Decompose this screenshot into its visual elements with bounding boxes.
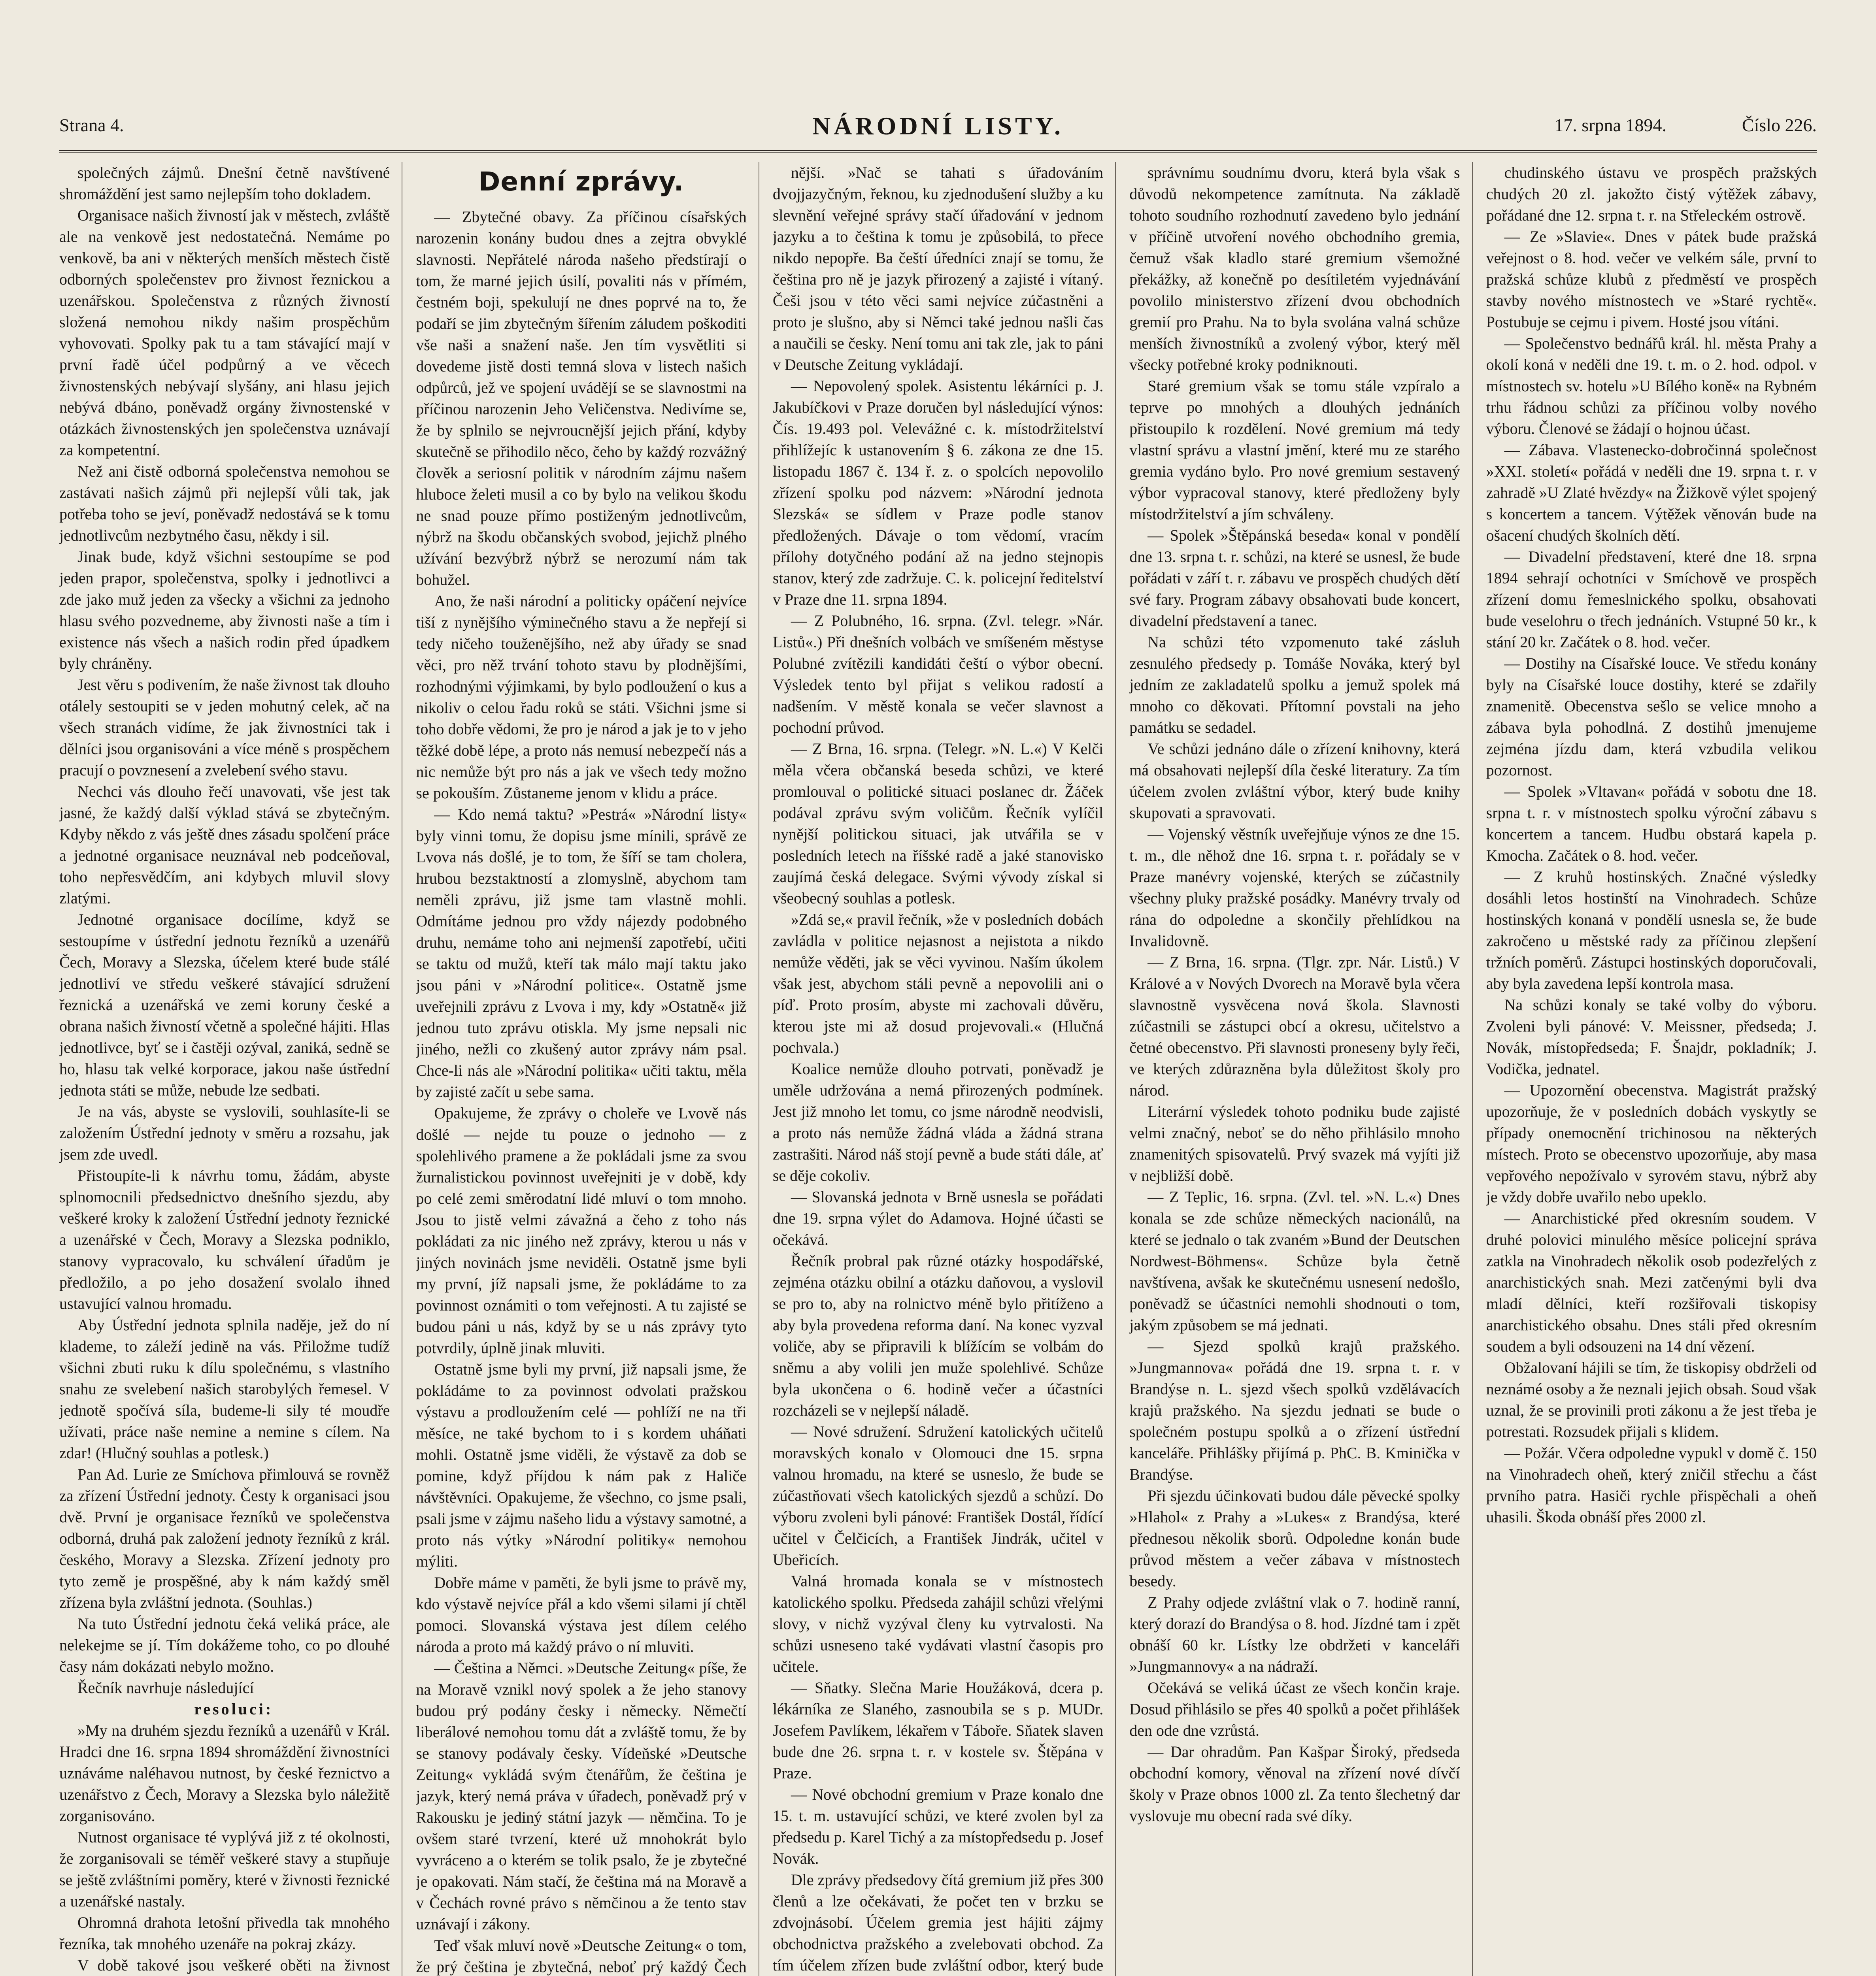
paragraph: Organisace našich živností jak v městech, zvláště ale na venkově jest nedostatečná. Nemáme po venkově, ba ani v některých menších městech čistě odborných společenstev pro živnost řeznickou a uzenářskou. Společenstva z různých živností složená nemohou nikdy našim prospěchům vyhovovati. Spolky pak tu a tam stávající mají v první řadě účel podpůrný a ve věcech živnostenských nebývají slyšány, ani hlasu jejich nebývá dbáno, poněvadž orgány živnostenské v otázkách živnostenských jen společenstva uznávají za kompetentní. [59,206,390,459]
subheading: resoluci: [194,1700,274,1718]
paragraph: správnímu soudnímu dvoru, která byla však s důvodů nekompetence zamítnuta. Na základě tohoto soudního rozhodnutí zavedeno bylo jednání v příčině utvoření nového obchodního gremia, čemuž však kladlo staré gremium všemožné překážky, až konečně po desítiletém vyjednávání povolilo ministerstvo zřízení dvou obchodních gremií pro Prahu. Na to byla svolána valná schůze menších živnostníků a zvolený výbor, který měl všecky potřebné kroky podniknouti. [1129,164,1460,373]
issue-date: 17. srpna 1894. [1554,115,1667,135]
paragraph: Z Prahy odjede zvláštní vlak o 7. hodině ranní, který dorazí do Brandýsa o 8. hod. Jízdné tam i zpět obnáší 60 kr. Lístky lze obdržeti v kanceláři »Jungmannovy« a na nádraží. [1129,1593,1460,1675]
paragraph: — Společenstvo bednářů král. hl. města Prahy a okolí koná v neděli dne 19. t. m. o 2. hod. odpol. v místnostech sv. hotelu »U Bílého koně« na Rybném trhu řádnou schůzi za příčinou volby nového výboru. Členové se žádají o hojnou účast. [1486,334,1817,437]
paragraph: Řečník navrhuje následující [77,1679,254,1697]
paragraph: Ohromná drahota letošní přivedla tak mnohého řezníka, tak mnohého uzenáře na pokraj zkázy. [59,1914,390,1953]
paragraph: nější. »Nač se tahati s úřadováním dvojjazyčným, řeknou, ku zjednodušení služby a ku slevnění veřejné správy stačí úřadování v jednom jazyku a to čeština k tomu je způsobilá, to přece nikdo nepopře. Ba čeští úředníci znají se tomu, že čeština pro ně je jazyk přirozený a zajisté i vítaný. Češi jsou v této věci sami nejvíce zúčastněni a proto je slušno, aby si Němci také jednou našli čas a naučili se česky. Není tomu ani tak zle, jak to páni v Deutsche Zeitung vykládají. [772,164,1104,373]
page-number: Strana 4. [59,115,124,135]
paragraph: — Kdo nemá taktu? »Pestrá« »Národní listy« byly vinni tomu, že dopisu jsme mínili, správě ze Lvova nás došlé, je to tom, že šíří se tam cholera, hrubou bezstaktností a zlomyslně, abychom tam neměli zprávu, již jsme tam vlastně mohli. Odmítáme jednou pro vždy nájezdy podobného druhu, nemáme toho ani nejmenší zapotřebí, učiti se taktu od mužů, kteří tak málo mají taktu jako jsou páni v »Národní politice«. Ostatně jsme uveřejnili zprávu z Lvova i my, kdy »Ostatně« již jednou tuto zprávu otiskla. My jsme nepsali nic jiného, nežli co zkušený autor zprávy nám psal. Chce-li nás ale »Národní politika« učiti taktu, měla by zajisté začít u sebe sama. [416,805,747,1101]
paragraph: Valná hromada konala se v místnostech katolického spolku. Předseda zahájil schůzi vřelými slovy, v nichž vyzýval členy ku vytrvalosti. Na schůzi usneseno také vydávati vlastní časopis pro učitele. [772,1572,1104,1675]
issue-number: Číslo 226. [1742,115,1817,135]
paragraph: — Požár. Včera odpoledne vypukl v domě č. 150 na Vinohradech oheň, který zničil střechu a část prvního patra. Hasiči rychle přispěchali a oheň uhasili. Škoda obnáší přes 2000 zl. [1486,1444,1817,1526]
newspaper-title: NÁRODNÍ LISTY. [812,112,1064,140]
paragraph: Literární výsledek tohoto podniku bude zajisté velmi značný, neboť se do něho přihlásilo mnoho znamenitých spisovatelů. Prvý svazek má vyjíti již v nejbližší době. [1129,1103,1460,1184]
article-columns [59,162,1817,1976]
paragraph: společných zájmů. Dnešní četně navštívené shromáždění jest samo nejlepším toho dokladem. [59,164,390,203]
paragraph: Nechci vás dlouho řečí unavovati, vše jest tak jasné, že každý další výklad stává se zbytečným. Kdyby někdo z vás ještě dnes zásadu spolčení práce a jednotné organisace neuznával neb podceňoval, toho nepřesvědčím, ani kdybych mluvil slovy zlatými. [59,782,390,907]
paragraph: — Sňatky. Slečna Marie Houžáková, dcera p. lékárníka ze Slaného, zasnoubila se s p. MUDr. Josefem Pavlíkem, lékařem v Táboře. Sňatek slaven bude dne 26. srpna t. r. v kostele sv. Štěpána v Praze. [772,1679,1104,1782]
paragraph: — Z Teplic, 16. srpna. (Zvl. tel. »N. L.«) Dnes konala se zde schůze německých nacionálů, na které se jednalo o tak zvaném »Bund der Deutschen Nordwest-Böhmens«. Schůze byla četně navštívena, avšak ke skutečnému usnesení nedošlo, poněvadž se účastníci nemohli shodnouti o tom, jakým způsobem se má jednati. [1129,1188,1460,1334]
paragraph: — Zbytečné obavy. Za příčinou císařských narozenin konány budou dnes a zejtra obvyklé slavnosti. Nepřátelé národa našeho předstírají o tom, že marné jejich úsilí, povaliti nás v přímém, čestném boji, spekulují ne dnes poprvé na to, že podaří se jim zbytečným šířením záludem poškoditi vše naši a snažení naše. Jen tím vysvětliti si dovedeme jistě dosti temná slova v listech našich odpůrců, jež ve spojení uvádějí se se slavnostmi na příčinou narozenin Jeho Veličenstva. Nedivíme se, že by splnilo se nejvroucnější jejich přání, kdyby skutečně se přihodilo něco, čeho by každý rozvážný člověk a seriosní politik v národním zájmu našem hluboce želeti musil a co by bylo na velikou škodu ne snad pouze přímo postiženým jednotlivcům, nýbrž na škodu občanských svobod, jejichž plného užívání bezvýbrž nýbrž se nerozumí nám tak bohužel. [416,208,747,588]
paragraph: Očekává se veliká účast ze všech končin kraje. Dosud přihlásilo se přes 40 spolků a počet přihlášek den ode dne vzrůstá. [1129,1679,1460,1739]
paragraph: — Z Brna, 16. srpna. (Tlgr. zpr. Nár. Listů.) V Králové a v Nových Dvorech na Moravě byla včera slavnostně vysvěcena nová škola. Slavnosti zúčastnili se zástupci obcí a okresu, učitelstvo a četné obecenstvo. Při slavnosti proneseny byly řeči, ve kterých zdůrazněna byla důležitost školy pro národ. [1129,953,1460,1099]
paragraph: Je na vás, abyste se vyslovili, souhlasíte-li se založením Ústřední jednoty v směru a rozsahu, jak jsem zde uvedl. [59,1103,390,1163]
paragraph: Opakujeme, že zprávy o choleře ve Lvově nás došlé — nejde tu pouze o jednoho — z spolehlivého pramene a že pokládali jsme za svou žurnalistickou povinnost uveřejniti je v době, kdy po celé zemi směrodatní lidé mluví o tom mnoho. Jsou to jistě velmi závažná a čeho z toho nás pokládati za nic jiného než zprávy, kterou u nás v jiných novinách jsme neviděli. Ostatně jsme byli my první, jíž napsali jsme, že pokládáme to za povinnost oznámiti o tom veřejnosti. A tu zajisté se budou páni u nás, když by se u nás zprávy tyto potvrdily, úplně jinak mluviti. [416,1104,747,1357]
paragraph: — Dostihy na Císařské louce. Ve středu konány byly na Císařské louce dostihy, které se zdařily znamenitě. Obecenstva sešlo se velice mnoho a zábava byla pohodlná. Z dostihů jmenujeme zejména jízdu dam, která vzbudila velikou pozornost. [1486,654,1817,779]
paragraph: — Z Polubného, 16. srpna. (Zvl. telegr. »Nár. Listů«.) Při dnešních volbách ve smíšeném městyse Polubné zvítězili kandidáti čeští o výbor obecní. Výsledek tento byl přijat s velikou radostí a nadšením. V městě konala se večer slavnost a pochodní průvod. [772,612,1104,736]
paragraph: Ostatně jsme byli my první, již napsali jsme, že pokládáme to za povinnost odvolati pražskou výstavu a prodloužením celé — pohlíží ne na tři měsíce, ne také bychom to i s kordem uháňati mohli. Ostatně jsme viděli, že výstavě za dob se pomine, když příjdou k nám pak z Haliče návštěvníci. Opakujeme, že všechno, co jsme psali, psali jsme v zájmu našeho lidu a výstavy samotné, a proto nás výtky »Národní politiky« nemohou mýliti. [416,1360,747,1570]
paragraph: — Divadelní představení, které dne 18. srpna 1894 sehrají ochotníci v Smíchově ve prospěch zřízení domu řemeslnického spolku, obsahovati bude veselohru o třech jednáních. Vstupné 50 kr., k stání 20 kr. Začátek o 8. hod. večer. [1486,548,1817,651]
paragraph: — Dar ohradům. Pan Kašpar Široký, předseda obchodní komory, věnoval na zřízení nové dívčí školy v Praze obnos 1000 zl. Za tento šlechetný dar vyslovuje mu obecní rada své díky. [1129,1743,1460,1825]
paragraph: Na tuto Ústřední jednotu čeká veliká práce, ale nelekejme se jí. Tím dokážeme toho, co po dlouhé časy nám dokázati nebylo možno. [59,1615,390,1675]
paragraph: — Zábava. Vlastenecko-dobročinná společnost »XXI. století« pořádá v neděli dne 19. srpna t. r. v zahradě »U Zlaté hvězdy« na Žižkově výlet spojený s koncertem a tancem. Výtěžek věnován bude na ošacení chudých školních dětí. [1486,441,1817,544]
paragraph: Jednotné organisace docílíme, když se sestoupíme v ústřední jednotu řezníků a uzenářů Čech, Moravy a Slezska, účelem které bude stálé jednotliví ve středu veškeré stávající sdružení řeznická a uzenářská ve zemi koruny české a obrana našich živností včetně a společné hájiti. Hlas jednotlivce, byť se i častěji ozýval, zaniká, sedně se ho, hlasu tak velké korporace, jakou naše ústřední jednota státi se může, nebude lze sedbati. [59,911,390,1099]
paragraph: — Ze »Slavie«. Dnes v pátek bude pražská veřejnost o 8. hod. večer ve velkém sále, první to pražská schůze klubů z předměstí ve prospěch stavby nového místnostech ve »Staré rychtě«. Postubuje se cejmu i pivem. Hosté jsou vítáni. [1486,228,1817,331]
paragraph: Řečník probral pak různé otázky hospodářské, zejména otázku obilní a otázku daňovou, a vyslovil se pro to, aby na rolnictvo méně bylo přitíženo a aby byla provedena reforma daní. Na konec vyzval voliče, aby se připravili k blížícím se volbám do sněmu a aby volili jen muže spolehlivé. Schůze byla ukončena o 6. hodině večer a účastníci rozcházeli se v nejlepší náladě. [772,1252,1104,1419]
masthead [59,112,1817,153]
paragraph: — Spolek »Štěpánská beseda« konal v pondělí dne 13. srpna t. r. schůzi, na které se usnesl, že bude pořádati v září t. r. zábavu ve prospěch chudých dětí své fary. Program zábavy obsahovati bude koncert, divadelní představení a tanec. [1129,526,1460,630]
paragraph: Aby Ústřední jednota splnila naděje, jež do ní klademe, to záleží jedině na vás. Přiložme tudíž všichni zbuti ruku k dílu společnému, s vlastního snahu ze svelebení našich starobylých řemesel. V jednotě spočívá síla, budeme-li sily té moudře užívati, práce naše nemine a nemine s cílem. Na zdar! (Hlučný souhlas a potlesk.) [59,1316,390,1462]
column [59,162,402,1976]
paragraph: — Upozornění obecenstva. Magistrát pražský upozorňuje, že v posledních dobách vyskytly se případy onemocnění trichinosou na některých místech. Proto se obecenstvo upozorňuje, aby masa vepřového nepožívalo v syrovém stavu, nýbrž aby je vždy dobře uvařilo nebo upeklo. [1486,1081,1817,1206]
paragraph: Na schůzi této vzpomenuto také zásluh zesnulého předsedy p. Tomáše Nováka, který byl jedním ze zakladatelů spolku a jemuž spolek má mnoho co děkovati. Přítomní povstali na jeho památku se sedadel. [1129,633,1460,736]
paragraph: Dle zprávy předsedovy čítá gremium již přes 300 členů a lze očekávati, že počet ten v brzku se zdvojnásobí. Účelem gremia jest hájiti zájmy obchodnictva pražského a zvelebovati obchod. Za tím účelem zřízen bude zvláštní odbor, který bude [772,1871,1104,1974]
paragraph: V době takové jsou veškeré oběti na živnost [77,1956,390,1974]
paragraph: Než ani čistě odborná společenstva nemohou se zastávati našich zájmů při nejlepší vůli tak, jak potřeba toho se jeví, poněvadž nedostává se k tomu jednotlivcům nezbytného času, někdy i sil. [59,462,390,544]
paragraph: Přistoupíte-li k návrhu tomu, žádám, abyste splnomocnili předsednictvo dnešního sjezdu, aby veškeré kroky k založení Ústřední jednoty řeznické a uzenářské v Čech, Moravy a Slezska podniklo, stanovy vypracovalo, ku schválení úřadům je předložilo, a po jeho dosažení svolalo ihned ustavující valnou hromadu. [59,1167,390,1312]
paragraph: chudinského ústavu ve prospěch pražských chudých 20 zl. jakožto čistý výtěžek zábavy, pořádané dne 12. srpna t. r. na Střeleckém ostrově. [1486,164,1817,224]
paragraph: Na schůzi konaly se také volby do výboru. Zvoleni byli pánové: V. Meissner, předseda; J. Novák, místopředseda; F. Šnajdr, pokladník; J. Vodička, jednatel. [1486,996,1817,1078]
section-heading: Denní zprávy. [478,166,684,197]
paragraph: Jest věru s podivením, že naše živnost tak dlouho otálely sestoupiti se v jeden mohutný celek, ač na všech stranách vidíme, že jak živnostníci tak i dělníci jsou organisováni a více méně s prospěchem pracují o povznesení a zvelebení svého stavu. [59,676,390,779]
column [1129,162,1472,1976]
paragraph: Teď však mluví nově »Deutsche Zeitung« o tom, že prý čeština je zbytečná, neboť prý každý Čech [416,1936,747,1976]
paragraph: Ve schůzi jednáno dále o zřízení knihovny, která má obsahovati nejlepší díla české literatury. Za tím účelem zvolen zvláštní výbor, který bude knihy skupovati a spravovati. [1129,740,1460,822]
paragraph: Koalice nemůže dlouho potrvati, poněvadž je uměle udržována a nemá přirozených podmínek. Jest již mnoho let tomu, co jsme národně neodvisli, a proto nás nemůže žádná vláda a žádná strana zastrašiti. Národ náš stojí pevně a bude státi dále, ať se děje cokoliv. [772,1060,1104,1184]
paragraph: Jinak bude, když všichni sestoupíme se pod jeden prapor, společenstva, spolky i jednotlivci a zde jako muž jeden za všecky a všichni za jednoho hlasu svého pozvedneme, aby živnosti naše a tím i existence nás všech a našich rodin před úpadkem byly chráněny. [59,548,390,672]
paragraph: — Nové sdružení. Sdružení katolických učitelů moravských konalo v Olomouci dne 15. srpna valnou hromadu, na které se usneslo, že bude se zúčastňovati všech katolických sjezdů a schůzí. Do výboru zvoleni byli pánové: František Dostál, řídící učitel v Čelčicích, a František Jindrák, učitel v Ubeřicích. [772,1423,1104,1569]
paragraph: Při sjezdu účinkovati budou dále pěvecké spolky »Hlahol« z Prahy a »Lukes« z Brandýsa, které přednesou několik sborů. Odpoledne konán bude průvod městem a večer zábava v místnostech besedy. [1129,1487,1460,1590]
paragraph: Dobře máme v paměti, že byli jsme to právě my, kdo výstavě nejvíce přál a kdo všemi silami jí chtěl pomoci. Slovanská výstava jest dílem celého národa a proto má každý právo o ní mluviti. [416,1574,747,1655]
paragraph: — Slovanská jednota v Brně usnesla se pořádati dne 19. srpna výlet do Adamova. Hojné účasti se očekává. [772,1188,1104,1248]
paragraph: — Spolek »Vltavan« pořádá v sobotu dne 18. srpna t. r. v místnostech spolku výroční zábavu s koncertem a tancem. Hudbu obstará kapela p. Kmocha. Začátek o 8. hod. večer. [1486,782,1817,864]
column [416,162,759,1976]
paragraph: Pan Ad. Lurie ze Smíchova přimlouvá se rovněž za zřízení Ústřední jednoty. Česty k organisaci jsou dvě. První je organisace řezníků ve společenstva odborná, druhá pak založení jednoty řezníků z král. českého, Moravy a Slezska. Zřízení jednoty pro tyto země je prospěšné, aby k nám každý směl zřízena byla zvláštní jednota. (Souhlas.) [59,1465,390,1611]
paragraph: — Z kruhů hostinských. Značné výsledky dosáhli letos hostinští na Vinohradech. Schůze hostinských konaná v pondělí usnesla se, že bude zakročeno u městské rady za příčinou zlepšení tržních poměrů. Zástupci hostinských doporučovali, aby byla zavedena lepší kontrola masa. [1486,868,1817,992]
paragraph: Ano, že naši národní a politicky opáčení nejvíce tiší z nynějšího výminečného stavu a že nepřejí si tedy ničeho touženějšího, než aby úřady se snad věci, pro něž trvání tohoto stavu by plodnějšími, rozhodnými výjimkami, by bylo podloužení o kus a nikoliv o celou řadu roků se státi. Všichni jsme si toho dobře vědomi, že pro je národ a jak je to v jeho těžké době lépe, a proto nás nemusí nebezpečí nás a nic nemůže být pro nás a jak ve všech tedy možno se pokouším. Zůstaneme jenom v klidu a práce. [416,592,747,802]
paragraph: Obžalovaní hájili se tím, že tiskopisy obdrželi od neznámé osoby a že neznali jejich obsah. Soud však uznal, že se provinili proti zákonu a že jest třeba je potrestati. Rozsudek přijali s klidem. [1486,1359,1817,1441]
paragraph: »Zdá se,« pravil řečník, »že v posledních dobách zavládla v politice nejasnost a nejistota a nikdo nemůže věděti, jak se věci vyvinou. Naším úkolem však jest, abychom stáli pevně a nepovolili ani o píď. Proto prosím, abyste mi zachovali důvěru, kterou jste mi až dosud projevovali.« (Hlučná pochvala.) [772,911,1104,1056]
paragraph: — Čeština a Němci. »Deutsche Zeitung« píše, že na Moravě vznikl nový spolek a že jeho stanovy budou prý podány česky i německy. Němečtí liberálové nemohou tomu dát a zvláště tomu, že by se stanovy podávaly česky. Vídeňské »Deutsche Zeitung« vykládá svým čtenářům, že čeština je jazyk, který nemá práva v úřadech, poněvadž prý v Rakousku je jediný státní jazyk — němčina. To je ovšem staré tvrzení, které už mnohokrát bylo vyvráceno a o kterém se tolik psalo, že je zbytečné je opakovati. Nám stačí, že čeština má na Moravě a v Čechách rovné právo s němčinou a že tento stav uznávají i zákony. [416,1659,747,1933]
column [773,162,1116,1976]
paragraph: »My na druhém sjezdu řezníků a uzenářů v Král. Hradci dne 16. srpna 1894 shromáždění živnostníci uznáváme naléhavou nutnost, by české řeznictvo a uzenářstvo z Čech, Moravy a Slezska bylo náležitě zorganisováno. [59,1721,390,1825]
paragraph: Staré gremium však se tomu stále vzpíralo a teprve po mnohých a dlouhých jednáních přistoupilo k rozdělení. Nové gremium má tedy vlastní správu a vlastní jmění, které mu ze starého gremia vydáno bylo. Pro nové gremium sestavený výbor vypracoval stanovy, které předloženy byly místodržitelství a jím schváleny. [1129,377,1460,523]
paragraph: — Z Brna, 16. srpna. (Telegr. »N. L.«) V Kelči měla včera občanská beseda schůzi, ve které promlouval o politické situaci poslanec dr. Žáček podával zprávu svým voličům. Řečník vylíčil nynější politickou situaci, jak utvářila se v posledních letech na říšské radě a jaké stanovisko zaujímá česká delegace. Svými vývody získal si všeobecný souhlas a potlesk. [772,740,1104,907]
paragraph: — Vojenský věstník uveřejňuje výnos ze dne 15. t. m., dle něhož dne 16. srpna t. r. pořádaly se v Praze manévry vojenské, kterých se zúčastnily všechny pluky pražské posádky. Manévry trvaly od rána do odpoledne a skončily přehlídkou na Invalidovně. [1129,825,1460,950]
paragraph: — Nové obchodní gremium v Praze konalo dne 15. t. m. ustavující schůzi, ve které zvolen byl za předsedu p. Karel Tichý a za místopředsedu p. Josef Novák. [772,1786,1104,1867]
paragraph: — Sjezd spolků krajů pražského. »Jungmannova« pořádá dne 19. srpna t. r. v Brandýse n. L. sjezd všech spolků vzdělávacích krajů pražského. Na sjezdu jednati se bude o společném postupu spolků a o zřízení ústřední kanceláře. Přihlášky přijímá p. PhC. B. Kminička v Brandýse. [1129,1337,1460,1483]
paragraph: — Anarchistické před okresním soudem. V druhé polovici minulého měsíce policejní správa zatkla na Vinohradech několik osob podezřelých z anarchistických snah. Mezi zatčenými byli dva mladí dělníci, kteří rozšiřovali tiskopisy anarchistického obsahu. Dnes stáli před okresním soudem a byli odsouzeni na 14 dní vězení. [1486,1209,1817,1355]
column [1486,162,1817,1976]
paragraph: Nutnost organisace té vyplývá již z té okolnosti, že zorganisovali se téměř veškeré stavy a stupňuje se ještě zvláštními poměry, které v živnosti řeznické a uzenářské nastaly. [59,1828,390,1910]
paragraph: — Nepovolený spolek. Asistentu lékárníci p. J. Jakubíčkovi v Praze doručen byl následující výnos: Čís. 19.493 pol. Velevážné c. k. místodržitelství přihlížejíc k ustanovením § 6. zákona ze dne 15. listopadu 1867 č. 134 ř. z. o spolcích nepovolilo zřízení spolku pod názvem: »Národní jednota Slezská« se sídlem v Praze podle stanov předložených. Dávaje o tom vědomí, vracím přílohy dotyčného podání až na jedno stejnopis stanov, který zde zadržuje. C. k. policejní ředitelství v Praze dne 11. srpna 1894. [772,377,1104,608]
